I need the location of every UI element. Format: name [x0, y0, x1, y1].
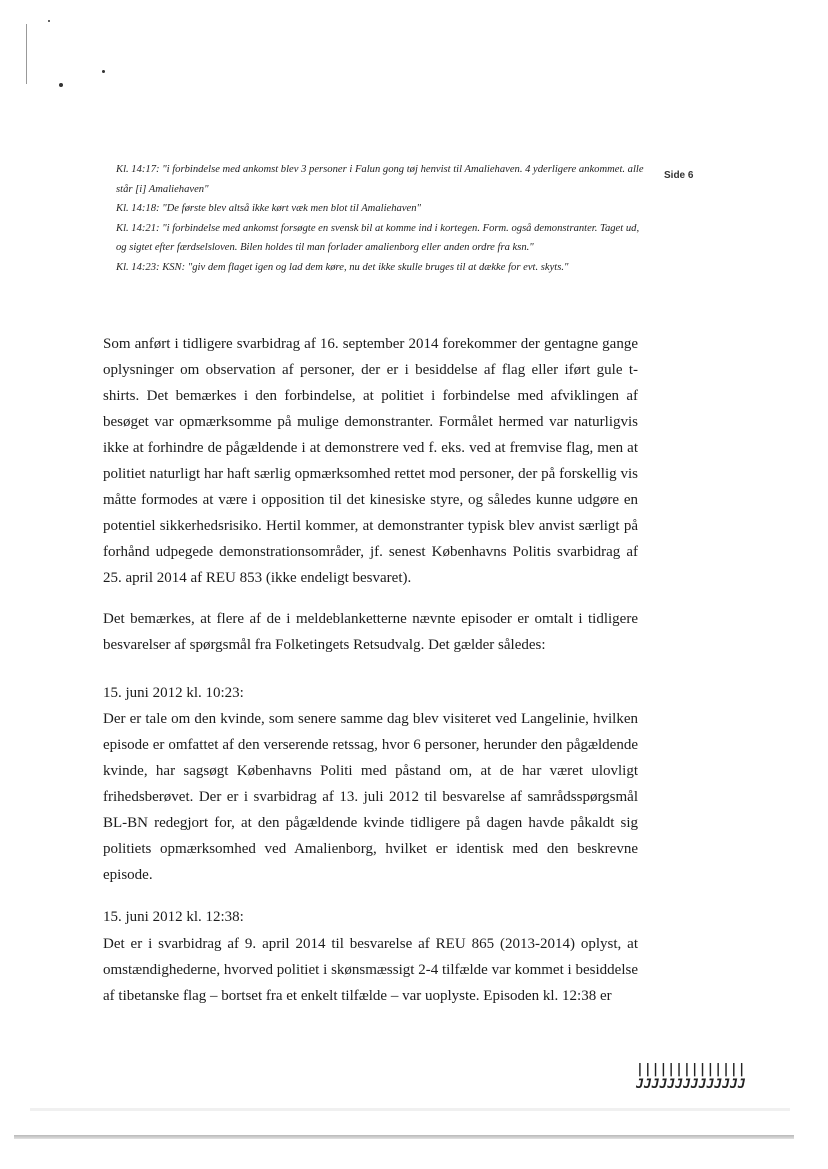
quote-entry: Kl. 14:21: "i forbindelse med ankomst forsøgte en svensk bil at komme ind i kortegen. Form. også demonstranter. Taget ud, og sigtet efter færdselsloven. Bilen holdes til man forlader amalienborg eller anden ordre fra ksn." [116, 222, 640, 254]
scan-mark-line [26, 24, 27, 84]
paragraph-text: Som anført i tidligere svarbidrag af 16. september 2014 forekommer der gentagne gange oplysninger om observation af personer, der er i besiddelse af flag eller iført gule t-shirts. Det bemærkes i den forbindelse, at politiet i forbindelse med afviklingen af besøget var opmærksomme på mulige demonstranter. Formålet hermed var naturligvis ikke at forhindre de pågældende i at demonstrere ved f. eks. ved at fremvise flag, men at politiet naturligt har haft særlig opmærksomhed rettet mod personer, der på forskellig vis måtte formodes at være i opposition til det kinesiske styre, og således kunne udgøre en potentiel sikkerhedsrisiko. Hertil kommer, at demonstranter typisk blev anvist særligt på forhånd udpegede demonstrationsområder, jf. senest Københavns Politis svarbidrag af 25. april 2014 af REU 853 (ikke endeligt besvaret). [103, 336, 638, 586]
paragraph-text: Der er tale om den kvinde, som senere samme dag blev visiteret ved Langelinie, hvilken episode er omfattet af den verserende retssag, hvor 6 personer, herunder den pågældende kvinde, har sagsøgt Københavns Politi med påstand om, at de har været ulovligt frihedsberøvet. Der er i svarbidrag af 13. juli 2012 til besvarelse af samrådsspørgsmål BL-BN redegjort for, at den pågældende kvinde tidligere på dagen havde påkaldt sig politiets opmærksomhed ved Amalienborg, hvilket er identisk med den beskrevne episode. [103, 711, 638, 883]
section-heading: 15. juni 2012 kl. 12:38: [103, 909, 244, 925]
scan-speck [59, 83, 63, 87]
section-heading: 15. juni 2012 kl. 10:23: [103, 685, 244, 701]
scan-artifact-line [30, 1108, 790, 1111]
scan-speck [102, 70, 105, 73]
quote-entry: Kl. 14:23: KSN: "giv dem flaget igen og lad dem køre, nu det ikke skulle bruges til at dække for evt. skyts." [116, 261, 569, 273]
log-quotes [116, 160, 646, 278]
paragraph [103, 931, 638, 1009]
quote-entry: Kl. 14:17: "i forbindelse med ankomst blev 3 personer i Falun gong tøj henvist til Amaliehaven. 4 yderligere ankommet. alle står [i] Amaliehaven" [116, 164, 644, 195]
stamp-row: |||||||||||||| [636, 1062, 746, 1077]
quote-entry: Kl. 14:18: "De første blev altså ikke kørt væk men blot til Amaliehaven" [116, 203, 421, 215]
scan-bottom-edge [14, 1135, 794, 1139]
paragraph-text: Det bemærkes, at flere af de i meldeblanketterne nævnte episoder er omtalt i tidligere besvarelser af spørgsmål fra Folketingets Retsudvalg. Det gælder således: [103, 611, 638, 653]
initials-stamp [636, 1062, 771, 1096]
scan-speck [48, 20, 50, 22]
paragraph [103, 706, 638, 888]
paragraph-text: Det er i svarbidrag af 9. april 2014 til besvarelse af REU 865 (2013-2014) oplyst, at omstændighederne, hvorved politiet i skønsmæssigt 2-4 tilfælde var kommet i besiddelse af tibetanske flag – bortset fra et enkelt tilfælde – var uoplyste. Episoden kl. 12:38 er [103, 936, 638, 1004]
stamp-row: JJJJJJJJJJJJJJ [636, 1077, 746, 1092]
page-number: Side 6 [664, 170, 694, 181]
paragraph [103, 331, 638, 591]
paragraph [103, 606, 638, 658]
